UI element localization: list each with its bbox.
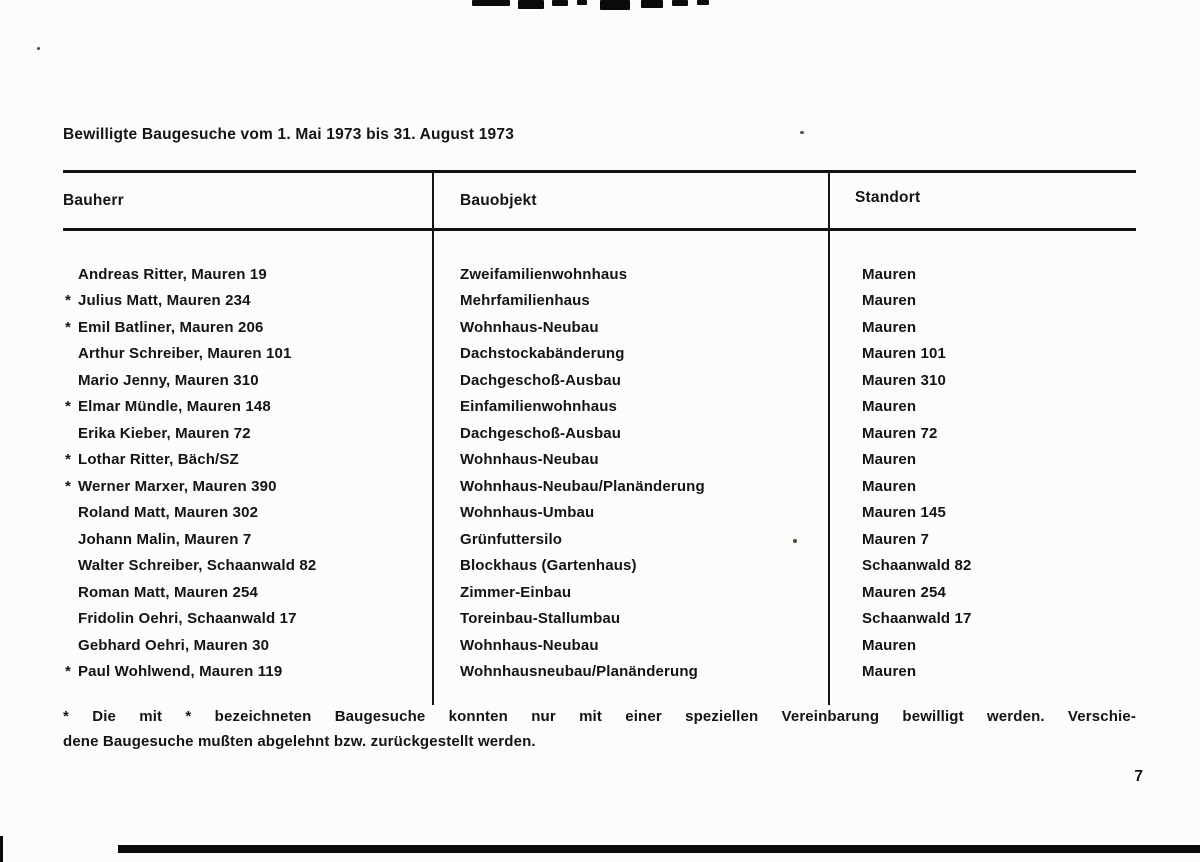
table-row: [63, 632, 1136, 659]
table-row: [63, 500, 1136, 527]
baugesuche-table: [63, 170, 1136, 685]
bauherr-cell: Arthur Schreiber, Mauren 101: [78, 345, 292, 363]
scan-artifact: [600, 0, 630, 10]
bauobjekt-cell: Wohnhaus-Neubau: [460, 318, 599, 336]
scan-artifact-speck: [800, 131, 804, 134]
footnote-line-1: * Die mit * bezeichneten Baugesuche konnten nur mit einer speziellen Vereinbarung bewilligt werden. Verschie-: [63, 708, 1136, 725]
table-row: [63, 526, 1136, 553]
bauobjekt-cell: Dachgeschoß-Ausbau: [460, 424, 622, 442]
table-row: [63, 341, 1136, 368]
scan-artifact: [552, 0, 568, 6]
asterisk-marker: *: [65, 477, 71, 495]
bauobjekt-cell: Dachgeschoß-Ausbau: [460, 371, 622, 389]
bauobjekt-cell: Toreinbau-Stallumbau: [460, 610, 621, 628]
standort-cell: Mauren: [862, 636, 917, 654]
column-header-standort: Standort: [855, 188, 921, 206]
bauherr-cell: Paul Wohlwend, Mauren 119: [78, 663, 283, 681]
bauherr-cell: Roland Matt, Mauren 302: [78, 504, 259, 522]
bauherr-cell: Elmar Mündle, Mauren 148: [78, 398, 271, 416]
bauobjekt-cell: Mehrfamilienhaus: [460, 292, 590, 310]
bauobjekt-cell: Wohnhaus-Umbau: [460, 504, 595, 522]
page-title: Bewilligte Baugesuche vom 1. Mai 1973 bis 31. August 1973: [63, 126, 515, 143]
bauherr-cell: Gebhard Oehri, Mauren 30: [78, 636, 270, 654]
scan-artifact: [472, 0, 510, 6]
asterisk-marker: *: [65, 292, 71, 310]
bauherr-cell: Roman Matt, Mauren 254: [78, 583, 259, 601]
footnote: [63, 704, 1136, 754]
column-header-bauherr: Bauherr: [63, 191, 124, 209]
bauherr-cell: Johann Malin, Mauren 7: [78, 530, 252, 548]
bauobjekt-cell: Wohnhaus-Neubau/Planänderung: [460, 477, 705, 495]
table-row: [63, 420, 1136, 447]
asterisk-marker: *: [65, 398, 71, 416]
page-number: 7: [1134, 768, 1143, 785]
bauherr-cell: Emil Batliner, Mauren 206: [78, 318, 264, 336]
scan-artifact: [577, 0, 587, 5]
footnote-line-2: dene Baugesuche mußten abgelehnt bzw. zurückgestellt werden.: [63, 733, 536, 750]
bauobjekt-cell: Wohnhausneubau/Planänderung: [460, 663, 698, 681]
table-row: [63, 606, 1136, 633]
standort-cell: Mauren 7: [862, 530, 930, 548]
bauherr-cell: Lothar Ritter, Bäch/SZ: [78, 451, 239, 469]
table-row: [63, 659, 1136, 686]
bauobjekt-cell: Dachstockabänderung: [460, 345, 625, 363]
standort-cell: Mauren: [862, 451, 917, 469]
standort-cell: Mauren: [862, 292, 917, 310]
bauherr-cell: Julius Matt, Mauren 234: [78, 292, 251, 310]
bauherr-cell: Erika Kieber, Mauren 72: [78, 424, 251, 442]
table-row: [63, 314, 1136, 341]
bauherr-cell: Andreas Ritter, Mauren 19: [78, 265, 267, 283]
asterisk-marker: *: [65, 451, 71, 469]
bauherr-cell: Werner Marxer, Mauren 390: [78, 477, 277, 495]
bauherr-cell: Fridolin Oehri, Schaanwald 17: [78, 610, 297, 628]
table-row: [63, 579, 1136, 606]
table-row: [63, 447, 1136, 474]
column-divider: [828, 173, 830, 705]
standort-cell: Mauren 310: [862, 371, 947, 389]
scan-artifact: [641, 0, 663, 8]
scan-artifact: [672, 0, 688, 6]
scan-artifact-bottom-bar: [118, 845, 1200, 853]
standort-cell: Schaanwald 17: [862, 610, 972, 628]
standort-cell: Mauren: [862, 477, 917, 495]
standort-cell: Mauren 72: [862, 424, 938, 442]
standort-cell: Mauren 101: [862, 345, 947, 363]
column-header-bauobjekt: Bauobjekt: [460, 191, 537, 209]
standort-cell: Schaanwald 82: [862, 557, 972, 575]
scan-artifact: [697, 0, 709, 5]
asterisk-marker: *: [65, 663, 71, 681]
standort-cell: Mauren: [862, 398, 917, 416]
bauobjekt-cell: Zimmer-Einbau: [460, 583, 572, 601]
table-row: [63, 261, 1136, 288]
table-header-row: [63, 173, 1136, 231]
standort-cell: Mauren: [862, 265, 917, 283]
table-body: [63, 231, 1136, 685]
standort-cell: Mauren: [862, 318, 917, 336]
bauobjekt-cell: Wohnhaus-Neubau: [460, 636, 599, 654]
bauherr-cell: Walter Schreiber, Schaanwald 82: [78, 557, 317, 575]
column-divider: [432, 173, 434, 705]
table-row: [63, 367, 1136, 394]
table-row: [63, 288, 1136, 315]
bauobjekt-cell: Zweifamilienwohnhaus: [460, 265, 628, 283]
standort-cell: Mauren 254: [862, 583, 947, 601]
bauherr-cell: Mario Jenny, Mauren 310: [78, 371, 259, 389]
standort-cell: Mauren: [862, 663, 917, 681]
bauobjekt-cell: Grünfuttersilo: [460, 530, 563, 548]
bauobjekt-cell: Blockhaus (Gartenhaus): [460, 557, 637, 575]
bauobjekt-cell: Einfamilienwohnhaus: [460, 398, 618, 416]
table-row: [63, 394, 1136, 421]
asterisk-marker: *: [65, 318, 71, 336]
scan-artifact: [518, 0, 544, 9]
table-row: [63, 553, 1136, 580]
scan-artifact-left-edge: [0, 836, 3, 862]
table-row: [63, 473, 1136, 500]
standort-cell: Mauren 145: [862, 504, 947, 522]
scan-artifact-speck: [37, 47, 40, 50]
bauobjekt-cell: Wohnhaus-Neubau: [460, 451, 599, 469]
